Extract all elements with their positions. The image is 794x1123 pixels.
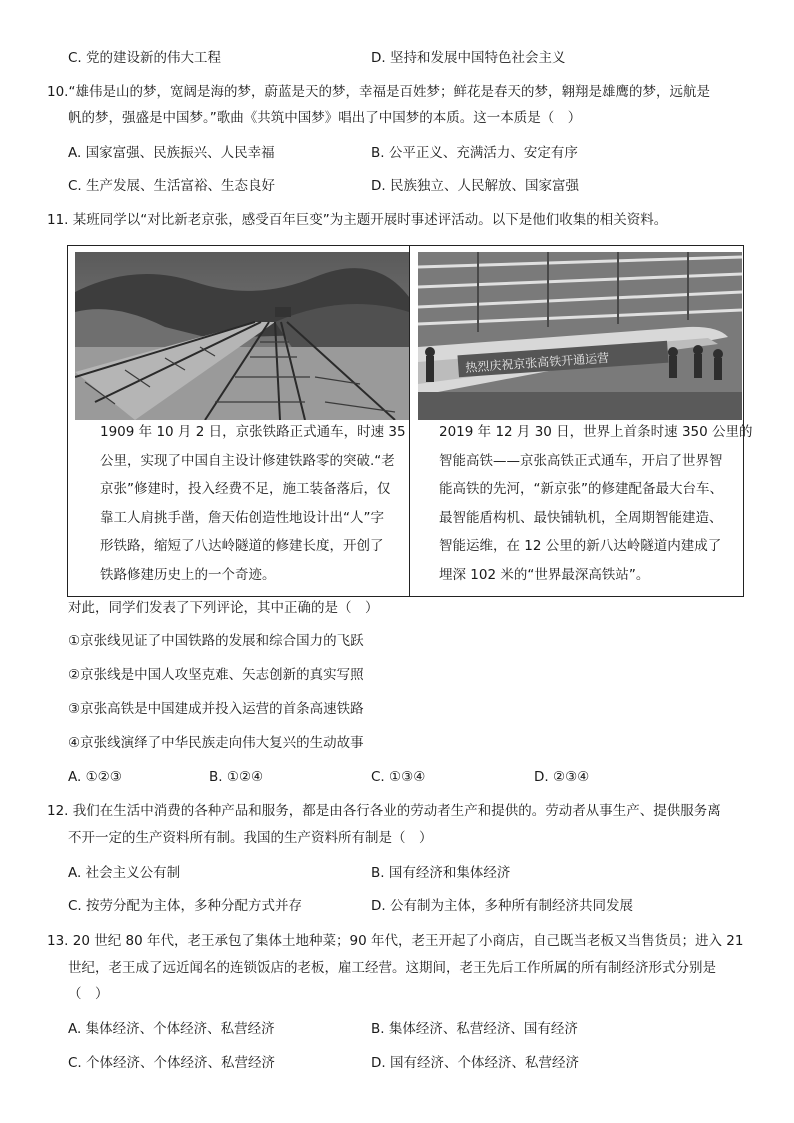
caption-line: 2019 年 12 月 30 日，世界上首条时速 350 公里的	[439, 424, 753, 440]
caption-line: 形铁路，缩短了八达岭隧道的修建长度，开创了	[100, 538, 384, 554]
caption-line: 埋深 102 米的“世界最深高铁站”。	[439, 566, 650, 583]
caption-line: 1909 年 10 月 2 日，京张铁路正式通车，时速 35	[100, 424, 406, 440]
q10-option-c: C. 生产发展、生活富裕、生态良好	[68, 178, 276, 194]
q10-option-b: B. 公平正义、充满活力、安定有序	[371, 145, 578, 161]
q12-stem-line2: 不开一定的生产资料所有制。我国的生产资料所有制是（ ）	[68, 830, 433, 846]
caption-line: 京张”修建时，投入经费不足，施工装备落后，仅	[100, 481, 391, 497]
q10-option-a: A. 国家富强、民族振兴、人民幸福	[68, 145, 275, 161]
q13-option-d: D. 国有经济、个体经济、私营经济	[371, 1055, 579, 1071]
q11-prompt: 对此，同学们发表了下列评论，其中正确的是（ ）	[68, 600, 379, 616]
caption-line: 公里，实现了中国自主设计修建铁路零的突破.“老	[100, 452, 395, 469]
q13-stem-line3: （ ）	[68, 986, 109, 1002]
caption-line: 智能高铁——京张高铁正式通车，开启了世界智	[439, 452, 723, 469]
caption-line: 铁路修建历史上的一个奇迹。	[100, 566, 276, 583]
q13-stem-line2: 世纪，老王成了远近闻名的连锁饭店的老板，雇工经营。这期间，老王先后工作所属的所有制经济形式分别是	[68, 960, 716, 976]
q11-option-a: A. ①②③	[68, 769, 122, 785]
q12-option-c: C. 按劳分配为主体，多种分配方式并存	[68, 898, 303, 914]
caption-line: 靠工人肩挑手凿，詹天佑创造性地设计出“人”字	[100, 509, 384, 526]
q10-option-d: D. 民族独立、人民解放、国家富强	[371, 178, 579, 194]
q9-option-c: C. 党的建设新的伟大工程	[68, 50, 222, 66]
q11-stem: 11. 某班同学以“对比新老京张，感受百年巨变”为主题开展时事述评活动。以下是他们收集的相关资料。	[47, 212, 668, 228]
q11-option-b: B. ①②④	[209, 769, 264, 785]
caption-line: 智能运维，在 12 公里的新八达岭隧道内建成了	[439, 538, 722, 554]
new-jingzhang-caption	[439, 418, 753, 589]
q12-option-b: B. 国有经济和集体经济	[371, 865, 511, 881]
caption-line: 最智能盾构机、最快铺轨机，全周期智能建造、	[439, 509, 723, 526]
q11-statement-1: ①京张线见证了中国铁路的发展和综合国力的飞跃	[68, 633, 364, 649]
q11-statement-3: ③京张高铁是中国建成并投入运营的首条高速铁路	[68, 701, 364, 717]
caption-line: 能高铁的先河，“新京张”的修建配备最大台车、	[439, 481, 723, 497]
material-box	[67, 245, 753, 597]
q9-option-d: D. 坚持和发展中国特色社会主义	[371, 50, 566, 66]
q12-option-a: A. 社会主义公有制	[68, 865, 181, 881]
q11-statement-2: ②京张线是中国人攻坚克难、矢志创新的真实写照	[68, 667, 364, 683]
q12-option-d: D. 公有制为主体，多种所有制经济共同发展	[371, 898, 633, 914]
q10-stem-line2: 帆的梦，强盛是中国梦。”歌曲《共筑中国梦》唱出了中国梦的本质。这一本质是（ ）	[68, 110, 582, 126]
q10-stem-line1: 10.“雄伟是山的梦，宽阔是海的梦，蔚蓝是天的梦，幸福是百姓梦；鲜花是春天的梦，翱翔是雄鹰的梦，远航是	[47, 84, 710, 100]
q11-statement-4: ④京张线演绎了中华民族走向伟大复兴的生动故事	[68, 735, 364, 751]
q13-option-a: A. 集体经济、个体经济、私营经济	[68, 1021, 275, 1037]
old-jingzhang-caption	[100, 418, 406, 589]
train-banner-text: 热烈庆祝京张高铁开通运营	[464, 350, 610, 375]
high-speed-rail-photo	[418, 252, 742, 420]
old-railway-photo	[75, 252, 409, 420]
box-divider	[409, 246, 410, 596]
q13-stem-line1: 13. 20 世纪 80 年代，老王承包了集体土地种菜；90 年代，老王开起了小商店，自己既当老板又当售货员；进入 21	[47, 933, 744, 949]
q11-option-d: D. ②③④	[534, 769, 590, 785]
q12-stem-line1: 12. 我们在生活中消费的各种产品和服务，都是由各行各业的劳动者生产和提供的。劳动者从事生产、提供服务离	[47, 803, 721, 819]
q13-option-c: C. 个体经济、个体经济、私营经济	[68, 1055, 276, 1071]
q11-option-c: C. ①③④	[371, 769, 426, 785]
q13-option-b: B. 集体经济、私营经济、国有经济	[371, 1021, 578, 1037]
